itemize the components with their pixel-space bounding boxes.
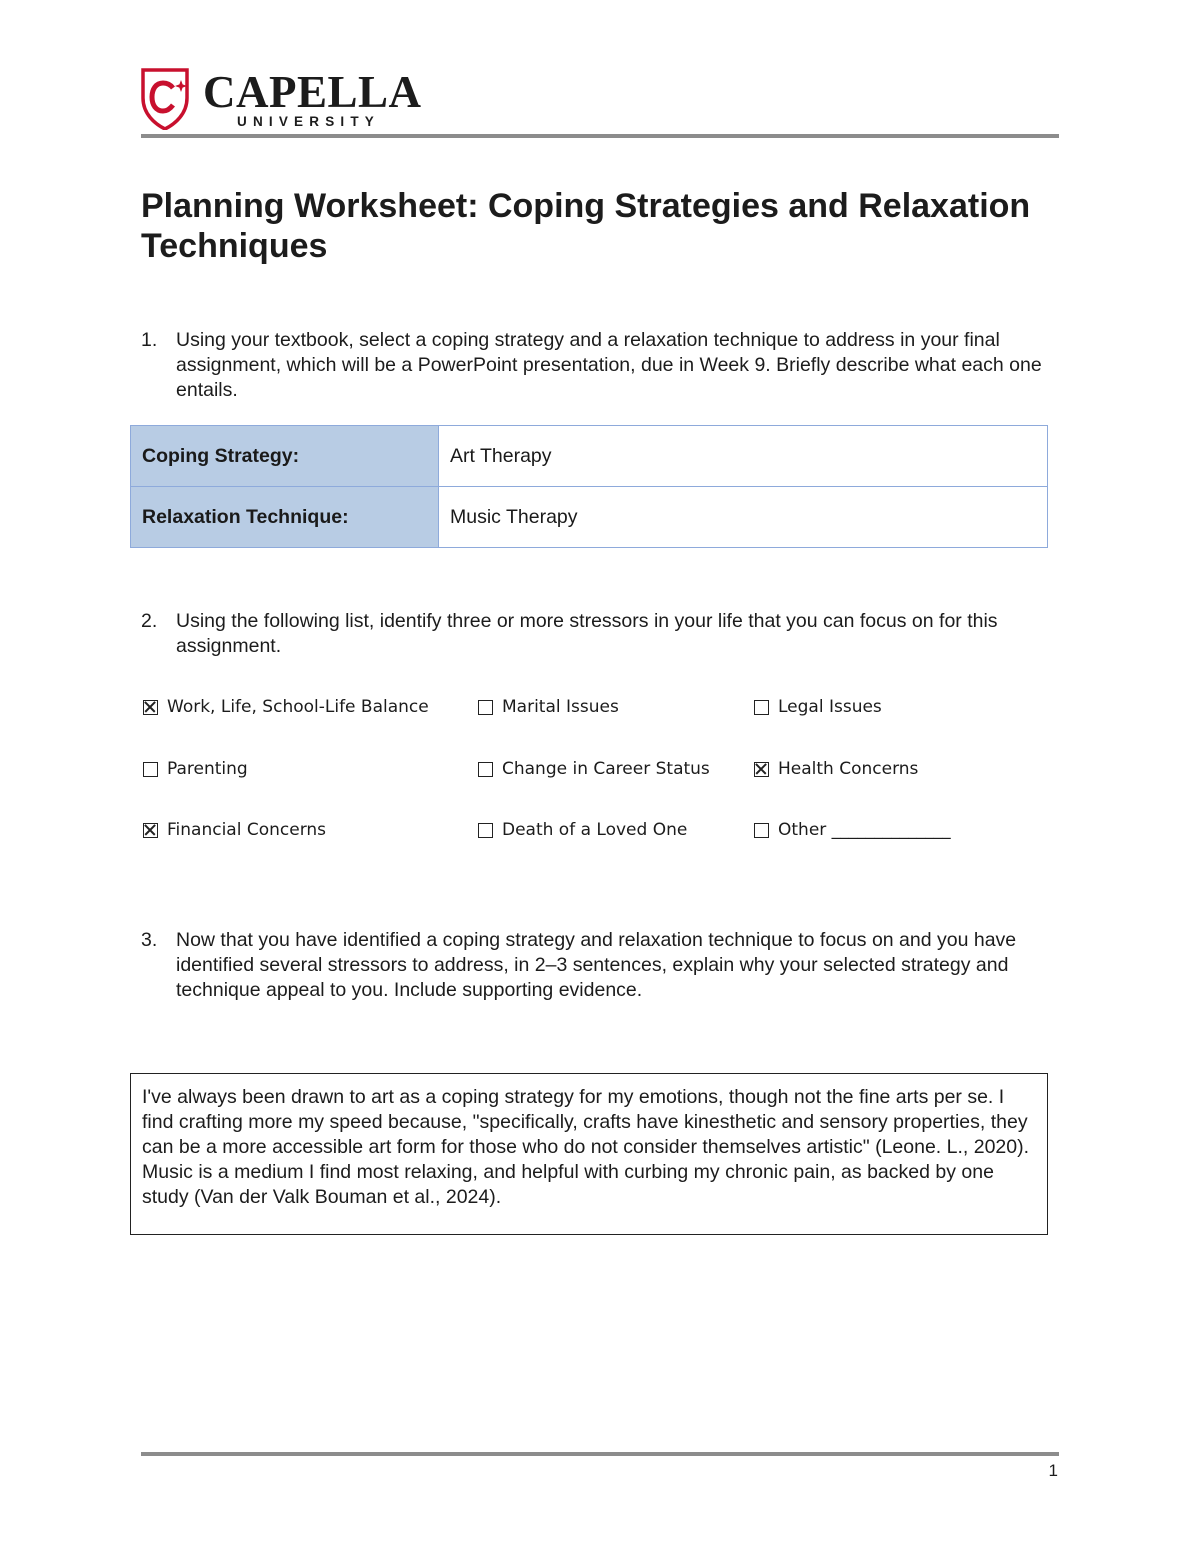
checkbox-icon[interactable]: [478, 823, 493, 838]
stressor-other[interactable]: [754, 820, 951, 840]
question-2: [141, 609, 1056, 659]
page-number: 1: [1048, 1461, 1058, 1480]
header-rule: [141, 134, 1059, 138]
capella-logo: [141, 68, 431, 132]
question-text: Using the following list, identify three or more stressors in your life that you can focus on for this assignment.: [176, 610, 998, 657]
stressor-label: Health Concerns: [778, 759, 919, 779]
stressor-marital-issues[interactable]: [478, 697, 619, 717]
stressor-death-loved-one[interactable]: [478, 820, 687, 840]
stressor-parenting[interactable]: [143, 759, 248, 779]
stressor-career-change[interactable]: [478, 759, 710, 779]
checkbox-icon[interactable]: [754, 823, 769, 838]
checkbox-icon[interactable]: [143, 700, 158, 715]
coping-strategy-label: Coping Strategy:: [131, 426, 439, 487]
coping-strategy-value[interactable]: Art Therapy: [439, 426, 1048, 487]
stressor-label: Legal Issues: [778, 697, 882, 717]
relaxation-technique-label: Relaxation Technique:: [131, 487, 439, 548]
checkbox-icon[interactable]: [478, 762, 493, 777]
logo-name: CAPELLA: [203, 67, 422, 117]
question-number: 1.: [141, 329, 158, 351]
question-number: 3.: [141, 929, 158, 951]
question-text: Now that you have identified a coping strategy and relaxation technique to focus on and you have identified several stressors to address, in 2–3 sentences, explain why your selected strategy and technique appeal to you. Include supporting evidence.: [176, 929, 1017, 1001]
answer-box[interactable]: I've always been drawn to art as a coping strategy for my emotions, though not the fine arts per se. I find crafting more my speed because, "specifically, crafts have kinesthetic and sensory properties, they can be a more accessible art form for those who do not consider themselves artistic" (Leone. L., 2020). Music is a medium I find most relaxing, and helpful with curbing my chronic pain, as backed by one study (Van der Valk Bouman et al., 2024).: [130, 1073, 1048, 1235]
relaxation-technique-value[interactable]: Music Therapy: [439, 487, 1048, 548]
checkbox-icon[interactable]: [478, 700, 493, 715]
table-row: [131, 426, 1048, 487]
stressor-health-concerns[interactable]: [754, 759, 918, 779]
checkbox-icon[interactable]: [754, 762, 769, 777]
stressor-work-life-balance[interactable]: [143, 697, 429, 717]
question-1: [141, 328, 1056, 403]
question-text: Using your textbook, select a coping strategy and a relaxation technique to address in your final assignment, which will be a PowerPoint presentation, due in Week 9. Briefly describe what each one entails.: [176, 329, 1042, 401]
table-row: [131, 487, 1048, 548]
question-number: 2.: [141, 610, 158, 632]
page-title: Planning Worksheet: Coping Strategies and Relaxation Techniques: [141, 187, 1031, 265]
stressor-label: Death of a Loved One: [502, 820, 688, 840]
checkbox-icon[interactable]: [143, 823, 158, 838]
checkbox-icon[interactable]: [754, 700, 769, 715]
stressor-label: Marital Issues: [502, 697, 619, 717]
stressor-label: Change in Career Status: [502, 759, 710, 779]
stressor-label: Other ______________: [778, 820, 951, 840]
footer-rule: [141, 1452, 1059, 1456]
stressor-legal-issues[interactable]: [754, 697, 882, 717]
strategy-table: [130, 425, 1048, 548]
shield-logo-icon: [141, 68, 193, 130]
logo-subtitle: UNIVERSITY: [237, 114, 381, 129]
stressor-financial-concerns[interactable]: [143, 820, 326, 840]
stressor-label: Parenting: [167, 759, 248, 779]
checkbox-icon[interactable]: [143, 762, 158, 777]
stressor-label: Work, Life, School-Life Balance: [167, 697, 429, 717]
stressor-label: Financial Concerns: [167, 820, 327, 840]
question-3: [141, 928, 1056, 1003]
